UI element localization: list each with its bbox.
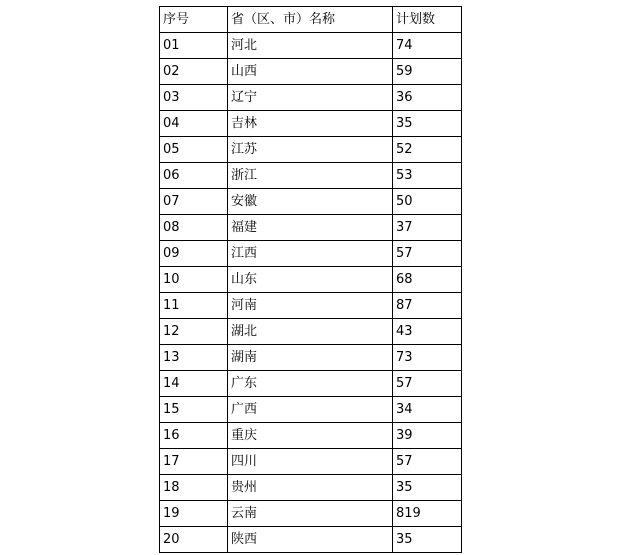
table-header — [160, 7, 462, 33]
plan-count-cell: 52 — [393, 137, 462, 163]
table-row — [160, 423, 462, 449]
table-row — [160, 345, 462, 371]
table-row — [160, 449, 462, 475]
plan-count-cell: 57 — [393, 449, 462, 475]
serial-number-cell: 14 — [160, 371, 228, 397]
serial-number-cell: 09 — [160, 241, 228, 267]
serial-number-cell: 03 — [160, 85, 228, 111]
province-name-cell: 河南 — [228, 293, 393, 319]
serial-number-cell: 07 — [160, 189, 228, 215]
serial-number-cell: 17 — [160, 449, 228, 475]
province-name-cell: 山西 — [228, 59, 393, 85]
plan-count-cell: 37 — [393, 215, 462, 241]
province-name-cell: 安徽 — [228, 189, 393, 215]
plan-table — [159, 6, 462, 553]
plan-count-cell: 50 — [393, 189, 462, 215]
plan-count-cell: 36 — [393, 85, 462, 111]
plan-count-cell: 39 — [393, 423, 462, 449]
plan-count-cell: 35 — [393, 111, 462, 137]
table-row — [160, 319, 462, 345]
table-row — [160, 527, 462, 553]
header-province-name: 省（区、市）名称 — [228, 7, 393, 33]
province-name-cell: 重庆 — [228, 423, 393, 449]
plan-count-cell: 68 — [393, 267, 462, 293]
province-name-cell: 吉林 — [228, 111, 393, 137]
plan-count-cell: 57 — [393, 241, 462, 267]
province-name-cell: 四川 — [228, 449, 393, 475]
province-name-cell: 江西 — [228, 241, 393, 267]
table-row — [160, 33, 462, 59]
province-name-cell: 江苏 — [228, 137, 393, 163]
table-row — [160, 59, 462, 85]
table-row — [160, 137, 462, 163]
province-name-cell: 湖南 — [228, 345, 393, 371]
plan-count-cell: 73 — [393, 345, 462, 371]
header-plan-count: 计划数 — [393, 7, 462, 33]
table-row — [160, 85, 462, 111]
serial-number-cell: 19 — [160, 501, 228, 527]
plan-count-cell: 87 — [393, 293, 462, 319]
table-row — [160, 111, 462, 137]
plan-count-cell: 819 — [393, 501, 462, 527]
plan-count-cell: 53 — [393, 163, 462, 189]
table-row — [160, 475, 462, 501]
serial-number-cell: 04 — [160, 111, 228, 137]
plan-count-cell: 35 — [393, 527, 462, 553]
serial-number-cell: 13 — [160, 345, 228, 371]
plan-count-cell: 35 — [393, 475, 462, 501]
table-row — [160, 267, 462, 293]
serial-number-cell: 02 — [160, 59, 228, 85]
province-name-cell: 浙江 — [228, 163, 393, 189]
table-row — [160, 397, 462, 423]
serial-number-cell: 15 — [160, 397, 228, 423]
plan-count-cell: 34 — [393, 397, 462, 423]
province-name-cell: 广西 — [228, 397, 393, 423]
table-row — [160, 241, 462, 267]
table-row — [160, 163, 462, 189]
header-row — [160, 7, 462, 33]
province-name-cell: 贵州 — [228, 475, 393, 501]
plan-count-cell: 43 — [393, 319, 462, 345]
plan-count-cell: 74 — [393, 33, 462, 59]
table-row — [160, 293, 462, 319]
province-name-cell: 山东 — [228, 267, 393, 293]
serial-number-cell: 20 — [160, 527, 228, 553]
province-name-cell: 辽宁 — [228, 85, 393, 111]
province-name-cell: 湖北 — [228, 319, 393, 345]
province-name-cell: 陕西 — [228, 527, 393, 553]
table-row — [160, 189, 462, 215]
plan-count-cell: 57 — [393, 371, 462, 397]
header-serial-number: 序号 — [160, 7, 228, 33]
table-row — [160, 215, 462, 241]
table-row — [160, 501, 462, 527]
serial-number-cell: 05 — [160, 137, 228, 163]
province-name-cell: 广东 — [228, 371, 393, 397]
province-name-cell: 云南 — [228, 501, 393, 527]
serial-number-cell: 16 — [160, 423, 228, 449]
plan-count-cell: 59 — [393, 59, 462, 85]
serial-number-cell: 06 — [160, 163, 228, 189]
serial-number-cell: 12 — [160, 319, 228, 345]
table-body — [160, 33, 462, 553]
table-row — [160, 371, 462, 397]
serial-number-cell: 18 — [160, 475, 228, 501]
serial-number-cell: 01 — [160, 33, 228, 59]
serial-number-cell: 08 — [160, 215, 228, 241]
serial-number-cell: 10 — [160, 267, 228, 293]
serial-number-cell: 11 — [160, 293, 228, 319]
province-name-cell: 河北 — [228, 33, 393, 59]
province-name-cell: 福建 — [228, 215, 393, 241]
